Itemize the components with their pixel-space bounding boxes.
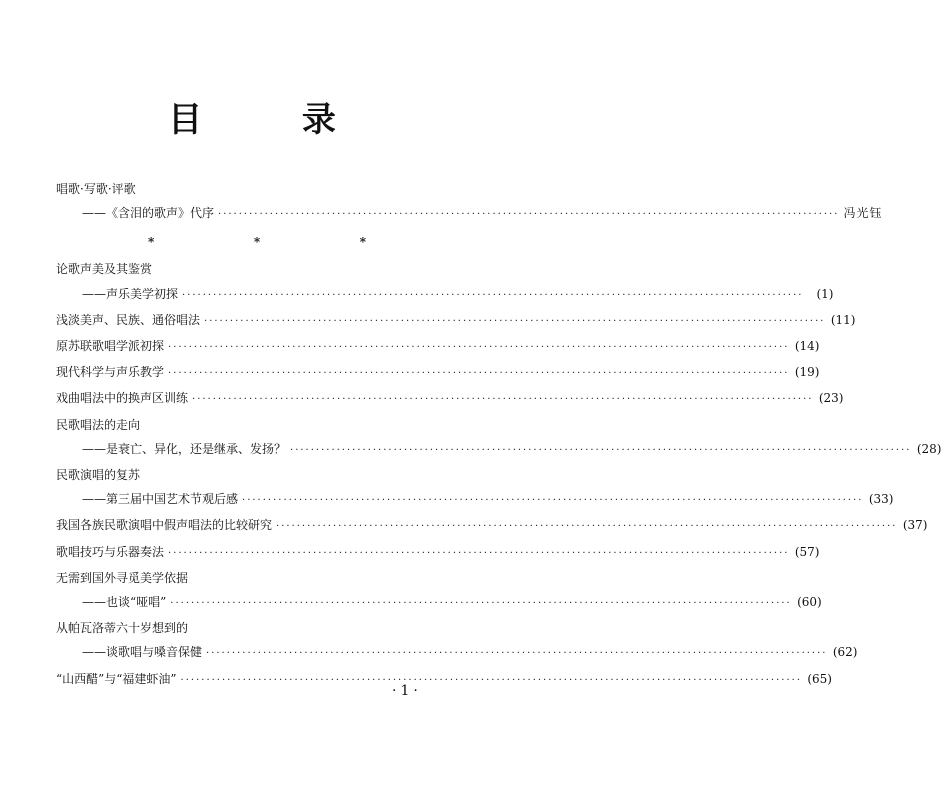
preface-subtitle-text: ——《含泪的歌声》代序 xyxy=(82,206,215,221)
asterisk-center: * xyxy=(253,235,261,250)
toc-entry-page: (11) xyxy=(830,312,856,327)
toc-entry-page: (37) xyxy=(902,518,928,533)
toc-entries xyxy=(56,257,941,692)
dot-leader: ························································································································ xyxy=(290,444,912,456)
toc-entry[interactable] xyxy=(56,487,894,513)
toc-entry[interactable] xyxy=(56,282,834,308)
page-number: ·1· xyxy=(392,683,422,699)
page-title: 目 录 xyxy=(168,100,380,140)
preface-heading-text: 唱歌·写歌·评歌 xyxy=(56,182,136,196)
toc-entry-title: 浅淡美声、民族、通俗唱法 xyxy=(56,312,201,327)
toc-entry[interactable] xyxy=(56,360,820,386)
toc-entry-page: (19) xyxy=(794,365,820,380)
dot-leader: ························································································································ xyxy=(218,209,840,221)
toc-entry[interactable] xyxy=(56,566,458,590)
toc-entry-title: 歌唱技巧与乐器奏法 xyxy=(56,544,165,559)
dot-leader: ························································································································ xyxy=(180,674,802,686)
toc-entry[interactable] xyxy=(56,540,820,566)
toc-entry-title: ——也谈“哑唱” xyxy=(82,595,167,610)
toc-entry-title: 戏曲唱法中的换声区训练 xyxy=(56,391,189,406)
toc-entry[interactable] xyxy=(56,437,941,463)
toc-entry-page: (62) xyxy=(832,645,858,660)
toc-entry-title: ——第三届中国艺术节观后感 xyxy=(82,492,239,507)
toc-entry-title: “山西醋”与“福建虾油” xyxy=(56,671,177,686)
toc-entry[interactable] xyxy=(56,413,458,437)
preface-author: 冯光钰 xyxy=(843,206,883,221)
dot-leader: ························································································································ xyxy=(276,521,898,533)
toc-entry-title: 原苏联歌唱学派初探 xyxy=(56,339,165,354)
dot-leader: ························································································································ xyxy=(192,394,814,406)
dot-leader: ························································································································ xyxy=(168,547,790,559)
toc-entry[interactable] xyxy=(56,334,820,360)
dot-leader: ························································································································ xyxy=(168,342,790,354)
toc-entry-page: (28) xyxy=(916,441,941,456)
toc-entry-page: (23) xyxy=(818,391,844,406)
toc-entry-page: (65) xyxy=(807,671,832,686)
toc-entry-title: 无需到国外寻觅美学依据 xyxy=(56,570,189,585)
toc-entry[interactable] xyxy=(56,640,858,666)
toc-entry[interactable] xyxy=(56,513,928,539)
toc-entry-title: ——声乐美学初探 xyxy=(82,286,179,301)
asterisk-right: * xyxy=(359,235,366,250)
toc-entry[interactable] xyxy=(56,386,844,412)
toc-entry[interactable] xyxy=(56,308,856,334)
toc-entry-title: ——是衰亡、异化，还是继承、发扬？ xyxy=(82,441,287,456)
dot-leader: ························································································································ xyxy=(170,598,792,610)
toc-entry-title: 现代科学与声乐教学 xyxy=(56,365,165,380)
toc-entry-page: (14) xyxy=(794,339,820,354)
toc-entry-page: (57) xyxy=(794,544,820,559)
preface-subtitle[interactable] xyxy=(56,201,883,227)
toc-entry[interactable] xyxy=(56,616,458,640)
toc-entry[interactable] xyxy=(56,257,458,281)
section-separator xyxy=(56,227,458,257)
table-of-contents xyxy=(56,177,941,693)
asterisk-left: * xyxy=(148,235,155,250)
toc-entry-title: ——谈歌唱与嗓音保健 xyxy=(82,645,203,660)
toc-entry-title: 论歌声美及其鉴赏 xyxy=(56,262,153,277)
dot-leader: ························································································································ xyxy=(168,368,790,380)
toc-entry-title: 我国各族民歌演唱中假声唱法的比较研究 xyxy=(56,518,273,533)
dot-leader: ························································································································ xyxy=(182,289,804,301)
toc-entry-title: 民歌唱法的走向 xyxy=(56,417,141,432)
toc-entry-page: (1) xyxy=(816,286,834,301)
toc-entry[interactable] xyxy=(56,463,458,487)
toc-entry-title: 从帕瓦洛蒂六十岁想到的 xyxy=(56,621,189,636)
toc-entry[interactable] xyxy=(56,590,822,616)
preface-heading[interactable] xyxy=(56,177,458,201)
dot-leader: ························································································································ xyxy=(204,315,826,327)
dot-leader: ························································································································ xyxy=(206,648,828,660)
dot-leader: ························································································································ xyxy=(242,495,864,507)
toc-entry-title: 民歌演唱的复苏 xyxy=(56,468,141,483)
toc-entry-page: (33) xyxy=(868,492,894,507)
toc-entry-page: (60) xyxy=(797,595,822,610)
